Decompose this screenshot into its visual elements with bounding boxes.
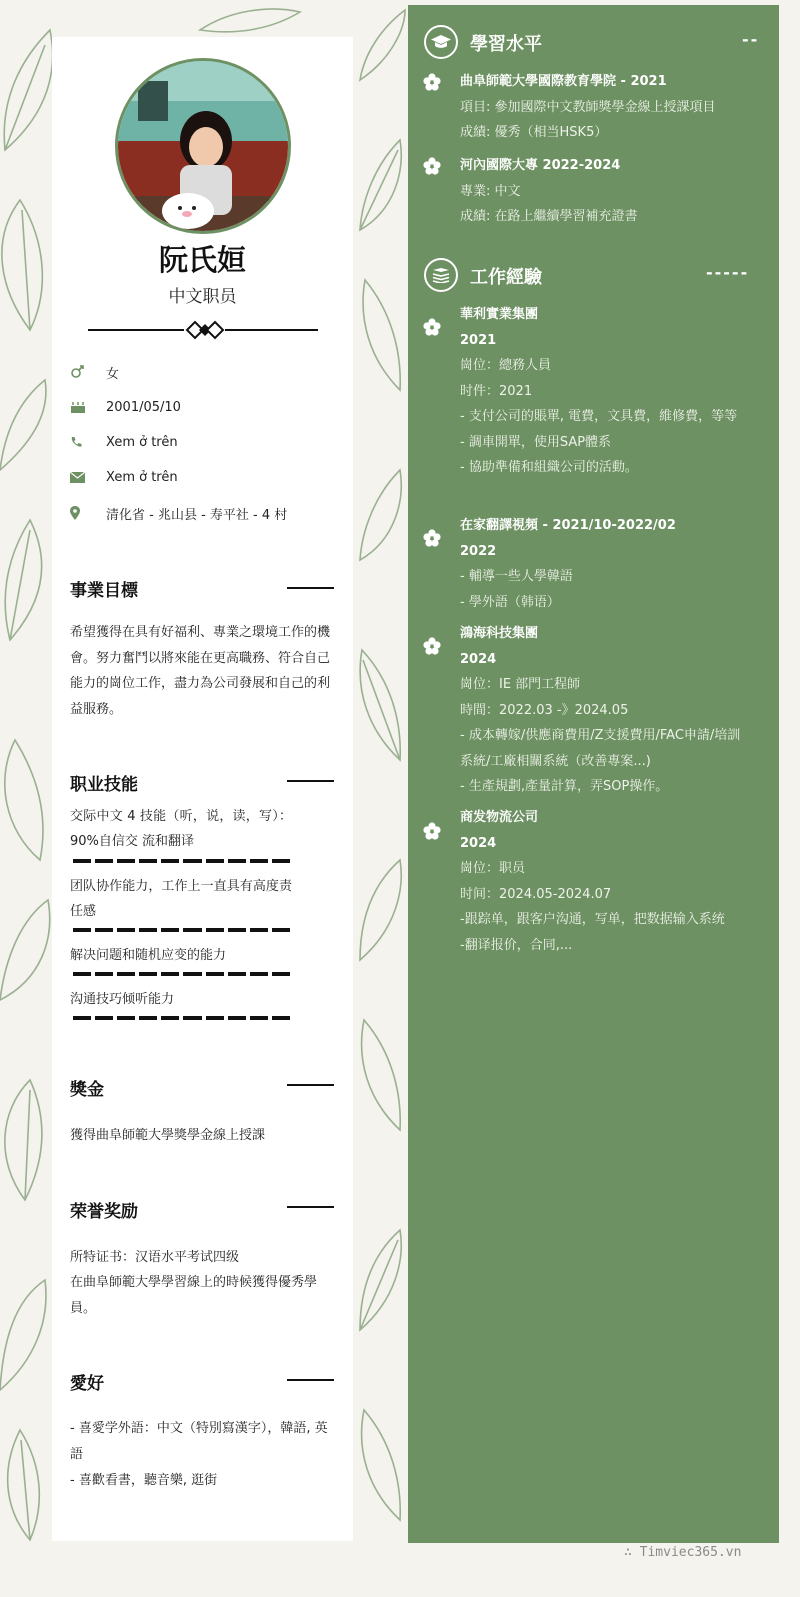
skill-bar-2 <box>73 928 290 932</box>
honors-line-2: 在曲阜師範大學學習線上的時候獲得優秀學員。 <box>70 1275 318 1316</box>
phone-icon <box>70 436 82 448</box>
skill-item-1: 交际中文 4 技能（听，说，读，写）：90%自信交 流和翻译 <box>70 809 292 849</box>
skill-item-3: 解决问题和随机应变的能力 <box>70 948 227 963</box>
honors-line-1: 所特证书：汉语水平考试四级 <box>70 1250 240 1265</box>
location-pin-icon <box>70 506 80 520</box>
birthday-cake-icon <box>70 401 86 413</box>
experience-line: -翻译报价，合同,... <box>460 937 573 953</box>
avatar <box>115 58 291 234</box>
flower-bullet-icon <box>423 637 441 655</box>
education-detail-1b: 成績: 優秀（相当HSK5） <box>460 125 608 140</box>
education-school-2: 河內國際大專 2022-2024 <box>460 158 621 173</box>
education-entry-1 <box>460 69 745 146</box>
experience-company-1: 華利實業集團 <box>460 307 539 322</box>
experience-entry-1 <box>460 302 745 481</box>
education-entry-2 <box>460 153 745 230</box>
experience-line: - 學外語（韩语） <box>460 594 560 610</box>
skill-item-2: 团队协作能力，工作上一直具有高度责任感 <box>70 879 292 919</box>
experience-company-3: 鴻海科技集團 <box>460 626 539 641</box>
education-heading: 學習水平 <box>470 34 542 55</box>
experience-company-4: 商发物流公司 <box>460 810 539 825</box>
skills-heading-line <box>287 780 334 782</box>
diamond-ornament-icon <box>185 320 225 340</box>
education-detail-1a: 項目: 參加國際中文教師獎學金線上授課項目 <box>460 99 716 115</box>
experience-heading-dash: ----- <box>706 263 750 282</box>
hobbies-line-1: - 喜愛学外語：中文（特別寫漢字），韓語, 英語 <box>70 1421 328 1462</box>
experience-line: - 生產規劃,產量計算，弄SOP操作。 <box>460 779 669 794</box>
experience-entry-3 <box>460 621 745 800</box>
candidate-title: 中文职员 <box>168 287 237 307</box>
experience-entry-4 <box>460 805 745 958</box>
flower-bullet-icon <box>423 822 441 840</box>
gender-row <box>70 361 350 383</box>
experience-year-4: 2024 <box>460 835 497 851</box>
experience-entry-2 <box>460 513 745 615</box>
experience-line: -跟踪单，跟客户沟通，写单，把数据输入系统 <box>460 912 725 927</box>
awards-text: 獲得曲阜師範大學獎學金線上授課 <box>70 1128 266 1143</box>
phone-value: Xem ở trên <box>106 434 178 450</box>
divider-left <box>88 329 184 331</box>
honors-heading-line <box>287 1206 334 1208</box>
experience-company-2: 在家翻譯視頻 - 2021/10-2022/02 <box>460 518 676 533</box>
address-value: 清化省 - 兆山县 - 寿平社 - 4 村 <box>106 507 288 523</box>
experience-line: 崗位：IE 部門工程師 <box>460 677 581 692</box>
footer-brand[interactable]: ∴ Timviec365.vn <box>624 1545 742 1560</box>
graduation-cap-icon <box>424 25 458 59</box>
experience-year-2: 2022 <box>460 543 497 559</box>
experience-line: - 支付公司的賬單, 電費，文具費，維修費，等等 <box>460 409 738 424</box>
email-value: Xem ở trên <box>106 469 178 485</box>
skill-bar-4 <box>73 1016 290 1020</box>
gender-value: 女 <box>106 366 120 382</box>
objective-heading: 事業目標 <box>70 581 138 601</box>
experience-line: 崗位：總務人員 <box>460 358 552 373</box>
education-detail-2b: 成績: 在路上繼續學習補充證書 <box>460 209 638 224</box>
experience-line: - 輔導一些人學韓語 <box>460 569 573 584</box>
birthday-row <box>70 396 350 418</box>
gender-icon <box>70 365 84 379</box>
address-row <box>70 502 350 524</box>
experience-line: 时件：2021 <box>460 383 533 399</box>
books-icon <box>424 258 458 292</box>
education-detail-2a: 專業: 中文 <box>460 183 521 199</box>
email-row <box>70 466 350 488</box>
skill-item-4: 沟通技巧倾听能力 <box>70 992 175 1007</box>
experience-heading: 工作經驗 <box>470 267 542 288</box>
awards-heading-line <box>287 1084 334 1086</box>
objective-heading-line <box>287 587 334 589</box>
experience-year-3: 2024 <box>460 651 497 667</box>
flower-bullet-icon <box>423 73 441 91</box>
skill-bar-1 <box>73 859 290 863</box>
flower-bullet-icon <box>423 529 441 547</box>
experience-line: - 調車開單，使用SAP體系 <box>460 434 612 450</box>
hobbies-line-2: - 喜歡看書，聽音樂, 逛街 <box>70 1473 218 1488</box>
skill-bar-3 <box>73 972 290 976</box>
divider-right <box>225 329 318 331</box>
experience-line: 时间：2024.05-2024.07 <box>460 886 612 902</box>
birthday-value: 2001/05/10 <box>106 399 181 415</box>
flower-bullet-icon <box>423 318 441 336</box>
awards-heading: 獎金 <box>70 1080 104 1100</box>
honors-heading: 荣誉奖励 <box>70 1202 138 1222</box>
experience-line: 崗位：职员 <box>460 861 526 876</box>
education-heading-dash: -- <box>742 30 760 49</box>
objective-text: 希望獲得在具有好福利、專業之環境工作的機會。努力奮鬥以將來能在更高職務、符合自己能力的崗位工作，盡力為公司發展和自己的利益服務。 <box>70 625 331 717</box>
phone-row <box>70 431 350 453</box>
candidate-name: 阮氏姮 <box>158 243 246 277</box>
skills-heading: 职业技能 <box>70 775 138 795</box>
experience-year-1: 2021 <box>460 332 497 348</box>
experience-line: - 成本轉嫁/供應商費用/Z支援費用/FAC申請/培訓系統/工廠相關系統（改善專案...) <box>460 728 741 769</box>
education-school-1: 曲阜師範大學國際教育學院 - 2021 <box>460 74 667 89</box>
flower-bullet-icon <box>423 157 441 175</box>
hobbies-heading-line <box>287 1379 334 1381</box>
experience-line: 時間：2022.03 -》2024.05 <box>460 702 629 718</box>
experience-line: - 協助準備和組織公司的活動。 <box>460 460 638 475</box>
hobbies-heading: 愛好 <box>70 1374 104 1394</box>
email-icon <box>70 472 85 483</box>
